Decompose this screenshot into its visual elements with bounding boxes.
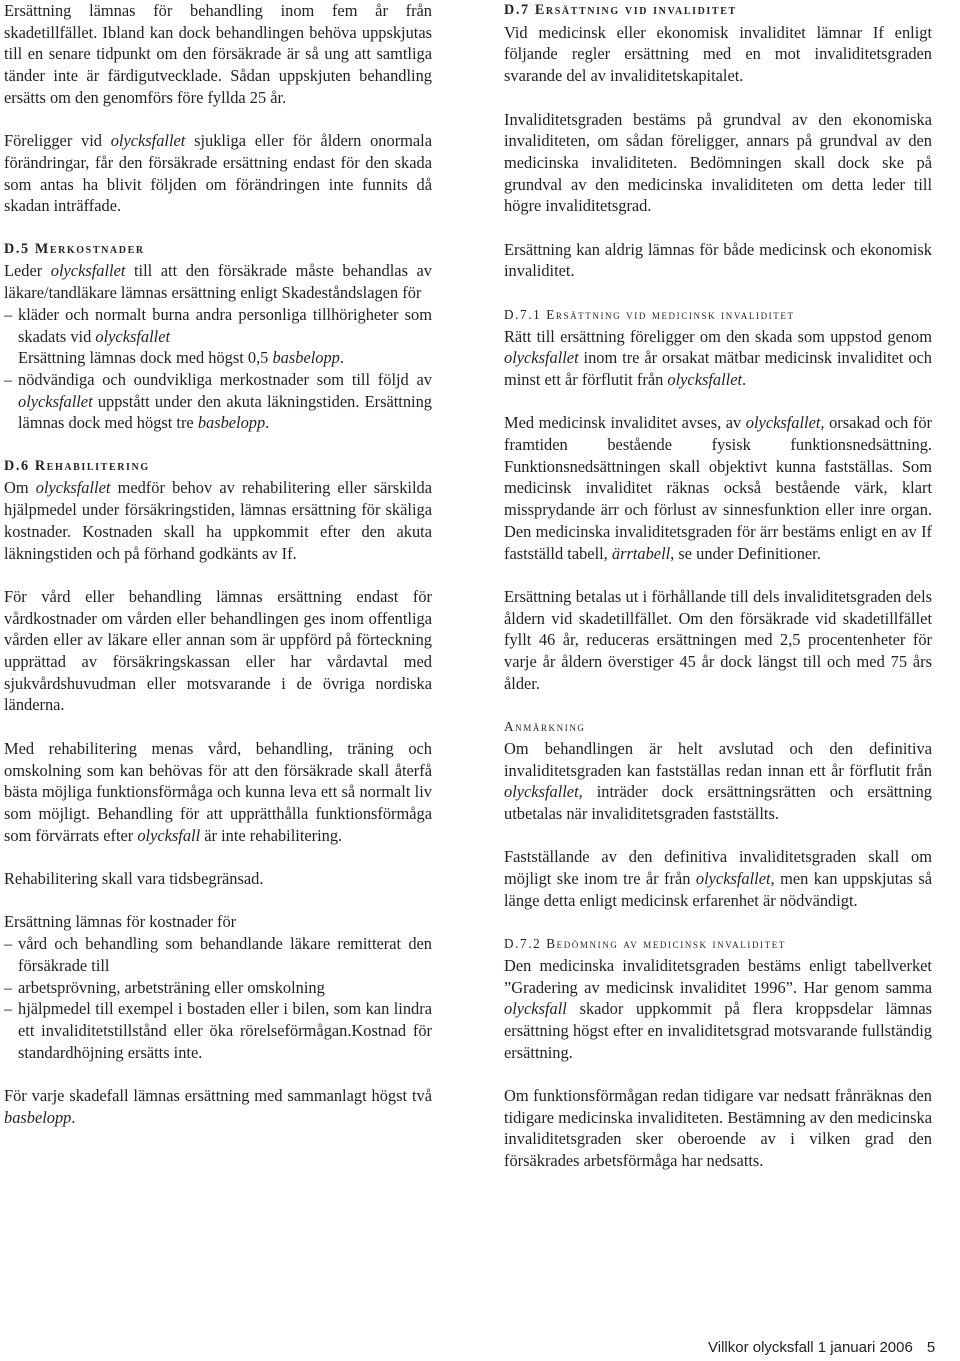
paragraph-d6-intro: Om olycksfallet medför behov av rehabilitering eller särskilda hjälpmedel under försäkringstiden, lämnas ersättning för skäliga kostnader. Kostnaden skall ha uppkommit efter den akuta läkningstiden och på förhand godkänts av If.	[4, 478, 432, 563]
term-basbelopp: basbelopp	[197, 413, 266, 433]
footer-title: Villkor olycksfall 1 januari 2006	[708, 1339, 913, 1356]
term-olycksfall: olycksfall	[504, 999, 567, 1019]
heading-d71: D.7.1 Ersättning vid medicinsk invaliditet	[504, 306, 795, 322]
paragraph-note-2: Fastställande av den definitiva invaliditetsgraden skall om möjligt ske inom tre år från olycksfallet, men kan uppskjutas så länge detta enligt medicinsk erfarenhet är nödvändigt.	[504, 847, 933, 910]
heading-d7: D.7 Ersättning vid invaliditet	[504, 2, 737, 18]
heading-d6: D.6 Rehabilitering	[4, 457, 150, 474]
heading-note: Anmärkning	[504, 719, 586, 735]
term-olycksfallet: olycksfallet	[35, 478, 111, 498]
heading-d72: D.7.2 Bedömning av medicinsk invaliditet	[504, 936, 786, 952]
term-olycksfallet: olycksfallet	[50, 261, 126, 281]
term-arrtabell: ärrtabell	[611, 543, 671, 563]
paragraph-d6-time-limited: Rehabilitering skall vara tidsbegränsad.	[4, 869, 264, 889]
term-olycksfallet: olycksfallet	[110, 131, 186, 151]
page-number: 5	[926, 1339, 936, 1356]
term-olycksfallet: olycksfallet	[667, 369, 743, 389]
term-olycksfallet: olycksfallet	[95, 326, 171, 346]
paragraph-d5-intro: Leder olycksfallet till att den försäkrade måste behandlas av läkare/tandläkare lämnas ersättning enligt Skadeståndslagen för	[4, 261, 432, 303]
list-item: – vård och behandling som behandlande läkare remitterat den försäkrade till	[4, 934, 432, 975]
paragraph-d71-right: Rätt till ersättning föreligger om den skada som uppstod genom olycksfallet inom tre år orsakat mätbar medicinsk invaliditet och minst ett år förflutit från olycksfallet.	[504, 326, 932, 389]
list-item: – kläder och normalt burna andra personliga tillhörigheter som skadats vid olycksfallet Ersättning lämnas dock med högst 0,5 basbelopp.	[4, 304, 432, 368]
left-column	[4, 0, 432, 1128]
paragraph-d6-max: För varje skadefall lämnas ersättning med sammanlagt högst två basbelopp.	[4, 1086, 432, 1127]
list-item: – nödvändiga och oundvikliga merkostnader som till följd av olycksfallet uppstått under den akuta läkningstiden. Ersättning lämnas dock med högst tre basbelopp.	[4, 369, 432, 433]
paragraph-d72-table: Den medicinska invaliditetsgraden bestäms enligt tabellverket ”Gradering av medicinsk invaliditet 1996”. Har genom samma olycksfall skador uppkommit på flera kroppsdelar lämnas ersättning högst efter en invaliditetsgrad motsvarande fullständig ersättning.	[504, 955, 932, 1062]
paragraph-d71-payment: Ersättning betalas ut i förhållande till dels invaliditetsgraden dels åldern vid skadetillfället. Om den försäkrade vid skadetillfället fyllt 46 år, reduceras ersättningen med 2,5 procentenheter för varje år åldern överstiger 45 år dock längst till och med 75 års ålder.	[504, 586, 932, 693]
paragraph-d6-rehab-definition: Med rehabilitering menas vård, behandling, träning och omskolning som kan behövas för att den försäkrade skall återfå bästa möjliga funktionsförmåga och kunna leva ett så normalt liv som möjligt. Behandling för att upprätthålla funktionsförmåga som förvärrats efter olycksfall är inte rehabilitering.	[4, 738, 432, 845]
term-olycksfallet: olycksfallet,	[695, 869, 775, 889]
list-item: – hjälpmedel till exempel i bostaden eller i bilen, som kan lindra ett invaliditetstillstånd eller öka rörelseförmågan.Kostnad för standardhöjning ersätts inte.	[4, 999, 432, 1062]
term-basbelopp: basbelopp	[272, 348, 340, 368]
term-olycksfallet: olycksfallet,	[745, 413, 825, 433]
paragraph-d72-prior: Om funktionsförmågan redan tidigare var nedsatt frånräknas den tidigare medicinska invaliditeten. Bestämning av den medicinska invaliditetsgraden sker oberoende av i vilken grad den försäkrades arbetsförmåga har nedsatts.	[504, 1086, 932, 1171]
paragraph-note-1: Om behandlingen är helt avslutad och den definitiva invaliditetsgraden kan fastställas redan innan ett år förflutit från olycksfallet, inträder dock ersättningsrätten och ersättning utbetalas när invaliditetsgraden fastställts.	[504, 738, 932, 823]
heading-d5: D.5 Merkostnader	[4, 240, 145, 257]
paragraph-d6-costs-intro: Ersättning lämnas för kostnader för	[4, 912, 237, 932]
d6-list	[4, 933, 432, 1063]
paragraph-d7-never-both: Ersättning kan aldrig lämnas för både medicinsk och ekonomisk invaliditet.	[504, 239, 932, 281]
list-item: – arbetsprövning, arbetsträning eller omskolning	[4, 977, 325, 997]
term-olycksfallet: olycksfallet,	[504, 782, 583, 802]
d5-list	[4, 304, 432, 434]
page-footer	[708, 1339, 935, 1356]
paragraph-d71-definition: Med medicinsk invaliditet avses, av olycksfallet, orsakad och för framtiden bestående fysisk funktionsnedsättning. Funktionsnedsättningen skall objektivt kunna fastställas. Som medicinsk invaliditet räknas också bestående värk, klart missprydande ärr och förlust av sinnesfunktion eller inre organ. Den medicinska invaliditetsgraden för ärr bestäms enligt en av If fastställd tabell, ärrtabell, se under Definitioner.	[504, 413, 933, 563]
paragraph-preexisting-conditions: Föreligger vid olycksfallet sjukliga eller för åldern onormala förändringar, får den försäkrade ersättning endast för den skada som antas ha blivit följden om förändringen inte funnits då skadan inträffade.	[4, 131, 433, 216]
paragraph-d6-care-costs: För vård eller behandling lämnas ersättning endast för vårdkostnader om vården eller behandlingen ges inom offentliga vården eller av läkare eller annan som är uppförd på förteckning upprättad av försäkringskassan eller har vårdavtal med sjukvårdshuvudman eller motsvarande i de övriga nordiska länderna.	[4, 586, 432, 715]
term-olycksfallet: olycksfallet	[18, 391, 93, 411]
term-olycksfallet: olycksfallet	[504, 348, 579, 368]
paragraph-treatment-time: Ersättning lämnas för behandling inom fem år från skadetillfället. Ibland kan dock behandlingen behöva uppskjutas till en senare tidpunkt om den försäkrade är så ung att samtliga tänder inte är färdigutvecklade. Sådan uppskjuten behandling ersätts om den genomförs före fyllda 25 år.	[4, 1, 432, 107]
term-basbelopp: basbelopp	[4, 1107, 72, 1127]
term-olycksfall: olycksfall	[137, 825, 201, 845]
paragraph-d7-grade: Invaliditetsgraden bestäms på grundval av den ekonomiska invaliditeten, om sådan föreligger, annars på grundval av den medicinska invaliditeten. Bedömningen skall dock ske på grundval av den medicinska invaliditeten om detta leder till högre invaliditetsgrad.	[504, 109, 932, 216]
right-column	[504, 0, 932, 1172]
paragraph-d7-intro: Vid medicinsk eller ekonomisk invaliditet lämnar If enligt följande regler ersättning med en mot invaliditetsgraden svarande del av invaliditetskapitalet.	[504, 22, 932, 86]
